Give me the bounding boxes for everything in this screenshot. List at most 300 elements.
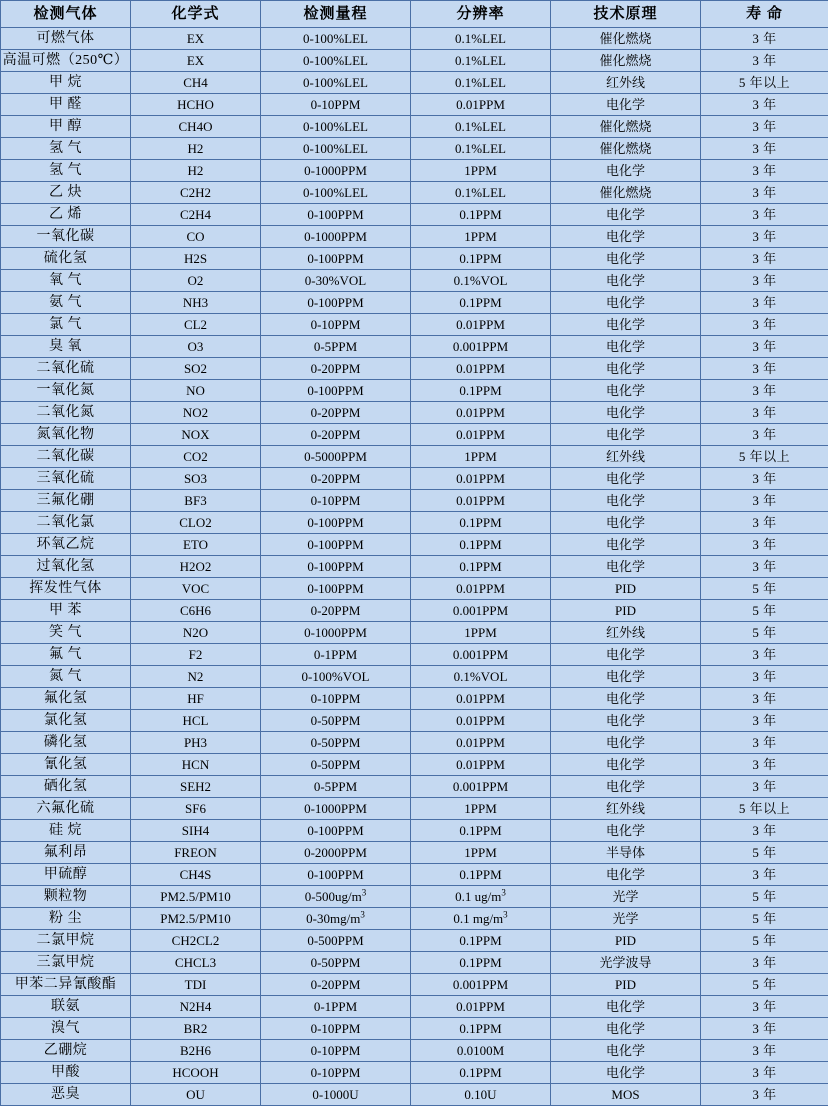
- cell-formula: C2H4: [131, 204, 261, 226]
- cell-range: 0-100PPM: [261, 292, 411, 314]
- cell-lifetime: 5 年以上: [701, 798, 828, 820]
- cell-range: 0-20PPM: [261, 402, 411, 424]
- cell-lifetime: 3 年: [701, 94, 828, 116]
- cell-gas-name: 氰化氢: [1, 754, 131, 776]
- cell-formula: HCL: [131, 710, 261, 732]
- cell-gas-name: 三氧化硫: [1, 468, 131, 490]
- cell-principle: 电化学: [551, 314, 701, 336]
- cell-principle: 光学: [551, 886, 701, 908]
- table-row: [1, 226, 828, 248]
- table-row: [1, 1062, 828, 1084]
- cell-range: 0-100PPM: [261, 864, 411, 886]
- cell-principle: 电化学: [551, 1062, 701, 1084]
- cell-principle: 电化学: [551, 358, 701, 380]
- cell-range: 0-100PPM: [261, 248, 411, 270]
- cell-lifetime: 3 年: [701, 512, 828, 534]
- table-row: [1, 248, 828, 270]
- cell-range: 0-10PPM: [261, 1040, 411, 1062]
- table-row: [1, 1018, 828, 1040]
- cell-gas-name: 二氧化氯: [1, 512, 131, 534]
- table-row: [1, 424, 828, 446]
- cell-formula: ETO: [131, 534, 261, 556]
- cell-resolution: 0.01PPM: [411, 358, 551, 380]
- table-row: [1, 754, 828, 776]
- cell-formula: OU: [131, 1084, 261, 1106]
- cell-resolution: 0.1%LEL: [411, 182, 551, 204]
- cell-resolution: 0.1%LEL: [411, 116, 551, 138]
- cell-lifetime: 3 年: [701, 732, 828, 754]
- cell-gas-name: 一氧化氮: [1, 380, 131, 402]
- cell-lifetime: 3 年: [701, 182, 828, 204]
- cell-formula: F2: [131, 644, 261, 666]
- cell-resolution: 0.1PPM: [411, 292, 551, 314]
- table-row: [1, 578, 828, 600]
- cell-resolution: 0.0100M: [411, 1040, 551, 1062]
- column-header-gas: 检测气体: [1, 1, 131, 28]
- table-row: [1, 820, 828, 842]
- cell-gas-name: 联氨: [1, 996, 131, 1018]
- cell-gas-name: 甲 烷: [1, 72, 131, 94]
- cell-gas-name: 三氯甲烷: [1, 952, 131, 974]
- table-row: [1, 974, 828, 996]
- cell-gas-name: 乙 炔: [1, 182, 131, 204]
- cell-resolution: 0.1PPM: [411, 248, 551, 270]
- cell-formula: CL2: [131, 314, 261, 336]
- cell-range: 0-10PPM: [261, 1062, 411, 1084]
- cell-range: 0-500PPM: [261, 930, 411, 952]
- cell-range: 0-100%LEL: [261, 182, 411, 204]
- cell-lifetime: 5 年: [701, 930, 828, 952]
- cell-resolution: 0.1PPM: [411, 204, 551, 226]
- cell-gas-name: 氯化氢: [1, 710, 131, 732]
- cell-formula: C6H6: [131, 600, 261, 622]
- table-row: [1, 50, 828, 72]
- cell-lifetime: 3 年: [701, 490, 828, 512]
- cell-resolution: 0.1PPM: [411, 1062, 551, 1084]
- cell-range: 0-100PPM: [261, 380, 411, 402]
- cell-resolution: 0.1PPM: [411, 930, 551, 952]
- cell-range: 0-50PPM: [261, 952, 411, 974]
- cell-gas-name: 过氧化氢: [1, 556, 131, 578]
- cell-resolution: 0.1%LEL: [411, 50, 551, 72]
- cell-formula: HCN: [131, 754, 261, 776]
- cell-lifetime: 3 年: [701, 1084, 828, 1106]
- table-body: [1, 28, 828, 1106]
- cell-gas-name: 氮氧化物: [1, 424, 131, 446]
- table-row: [1, 842, 828, 864]
- cell-range: 0-20PPM: [261, 468, 411, 490]
- column-header-range: 检测量程: [261, 1, 411, 28]
- cell-lifetime: 3 年: [701, 534, 828, 556]
- cell-lifetime: 3 年: [701, 248, 828, 270]
- cell-resolution: 0.001PPM: [411, 974, 551, 996]
- cell-resolution: 0.1 $ug/m^3$: [411, 886, 551, 908]
- cell-range: 0-1000PPM: [261, 160, 411, 182]
- cell-resolution: 0.001PPM: [411, 336, 551, 358]
- cell-resolution: 0.1%VOL: [411, 666, 551, 688]
- cell-principle: 电化学: [551, 556, 701, 578]
- cell-resolution: 0.1PPM: [411, 380, 551, 402]
- cell-gas-name: 可燃气体: [1, 28, 131, 50]
- cell-gas-name: 挥发性气体: [1, 578, 131, 600]
- cell-principle: 红外线: [551, 622, 701, 644]
- table-row: [1, 600, 828, 622]
- cell-formula: NOX: [131, 424, 261, 446]
- table-row: [1, 138, 828, 160]
- cell-gas-name: 氢 气: [1, 160, 131, 182]
- cell-principle: 电化学: [551, 468, 701, 490]
- cell-formula: CH2CL2: [131, 930, 261, 952]
- cell-lifetime: 3 年: [701, 1018, 828, 1040]
- cell-principle: 电化学: [551, 226, 701, 248]
- cell-resolution: 0.01PPM: [411, 314, 551, 336]
- cell-formula: FREON: [131, 842, 261, 864]
- cell-resolution: 0.01PPM: [411, 424, 551, 446]
- cell-range: 0-1PPM: [261, 996, 411, 1018]
- cell-resolution: 1PPM: [411, 160, 551, 182]
- column-header-lifetime: 寿 命: [701, 1, 828, 28]
- cell-gas-name: 氯 气: [1, 314, 131, 336]
- table-row: [1, 512, 828, 534]
- cell-principle: 催化燃烧: [551, 50, 701, 72]
- table-row: [1, 270, 828, 292]
- cell-lifetime: 5 年: [701, 842, 828, 864]
- table-row: [1, 468, 828, 490]
- cell-formula: SEH2: [131, 776, 261, 798]
- cell-gas-name: 甲 醛: [1, 94, 131, 116]
- cell-principle: 电化学: [551, 644, 701, 666]
- cell-principle: 电化学: [551, 270, 701, 292]
- cell-resolution: 0.001PPM: [411, 644, 551, 666]
- cell-resolution: 0.1%LEL: [411, 28, 551, 50]
- cell-gas-name: 氮 气: [1, 666, 131, 688]
- cell-lifetime: 5 年: [701, 622, 828, 644]
- cell-resolution: 1PPM: [411, 446, 551, 468]
- cell-formula: NO2: [131, 402, 261, 424]
- cell-lifetime: 5 年: [701, 600, 828, 622]
- cell-principle: 电化学: [551, 1018, 701, 1040]
- cell-principle: 电化学: [551, 666, 701, 688]
- cell-gas-name: 一氧化碳: [1, 226, 131, 248]
- cell-resolution: 0.01PPM: [411, 688, 551, 710]
- cell-range: 0-20PPM: [261, 424, 411, 446]
- table-row: [1, 908, 828, 930]
- table-row: [1, 28, 828, 50]
- table-row: [1, 182, 828, 204]
- cell-formula: NO: [131, 380, 261, 402]
- table-row: [1, 710, 828, 732]
- table-row: [1, 864, 828, 886]
- cell-formula: EX: [131, 50, 261, 72]
- cell-resolution: 0.01PPM: [411, 996, 551, 1018]
- cell-formula: N2O: [131, 622, 261, 644]
- cell-gas-name: 磷化氢: [1, 732, 131, 754]
- cell-formula: NH3: [131, 292, 261, 314]
- column-header-formula: 化学式: [131, 1, 261, 28]
- cell-lifetime: 5 年以上: [701, 446, 828, 468]
- cell-principle: 电化学: [551, 1040, 701, 1062]
- cell-lifetime: 3 年: [701, 336, 828, 358]
- cell-gas-name: 高温可燃（250℃）: [1, 50, 131, 72]
- table-row: [1, 886, 828, 908]
- cell-lifetime: 3 年: [701, 358, 828, 380]
- cell-range: 0-100PPM: [261, 578, 411, 600]
- cell-range: 0-100PPM: [261, 512, 411, 534]
- cell-formula: HCOOH: [131, 1062, 261, 1084]
- table-row: [1, 380, 828, 402]
- cell-formula: CHCL3: [131, 952, 261, 974]
- cell-formula: PH3: [131, 732, 261, 754]
- header-row: [1, 1, 828, 28]
- cell-formula: CH4: [131, 72, 261, 94]
- cell-lifetime: 3 年: [701, 864, 828, 886]
- cell-formula: O3: [131, 336, 261, 358]
- table-row: [1, 116, 828, 138]
- cell-gas-name: 环氧乙烷: [1, 534, 131, 556]
- cell-formula: SO3: [131, 468, 261, 490]
- cell-gas-name: 氟化氢: [1, 688, 131, 710]
- cell-gas-name: 二氧化碳: [1, 446, 131, 468]
- cell-resolution: 0.001PPM: [411, 600, 551, 622]
- cell-gas-name: 二氯甲烷: [1, 930, 131, 952]
- cell-principle: PID: [551, 930, 701, 952]
- cell-lifetime: 3 年: [701, 138, 828, 160]
- cell-resolution: 0.01PPM: [411, 490, 551, 512]
- cell-gas-name: 乙 烯: [1, 204, 131, 226]
- cell-lifetime: 3 年: [701, 996, 828, 1018]
- cell-principle: 电化学: [551, 534, 701, 556]
- cell-lifetime: 3 年: [701, 204, 828, 226]
- cell-formula: N2H4: [131, 996, 261, 1018]
- cell-range: 0-100PPM: [261, 556, 411, 578]
- cell-range: 0-100PPM: [261, 204, 411, 226]
- cell-resolution: 0.10U: [411, 1084, 551, 1106]
- cell-lifetime: 3 年: [701, 226, 828, 248]
- table-row: [1, 1040, 828, 1062]
- cell-principle: 电化学: [551, 776, 701, 798]
- cell-gas-name: 六氟化硫: [1, 798, 131, 820]
- cell-range: 0-20PPM: [261, 358, 411, 380]
- cell-principle: 电化学: [551, 512, 701, 534]
- cell-formula: H2: [131, 160, 261, 182]
- cell-resolution: 0.001PPM: [411, 776, 551, 798]
- cell-lifetime: 5 年: [701, 974, 828, 996]
- cell-gas-name: 甲 苯: [1, 600, 131, 622]
- table-row: [1, 292, 828, 314]
- cell-principle: 电化学: [551, 160, 701, 182]
- cell-formula: SO2: [131, 358, 261, 380]
- cell-principle: 半导体: [551, 842, 701, 864]
- cell-resolution: 0.01PPM: [411, 468, 551, 490]
- cell-lifetime: 3 年: [701, 160, 828, 182]
- cell-lifetime: 3 年: [701, 50, 828, 72]
- cell-formula: VOC: [131, 578, 261, 600]
- cell-lifetime: 5 年以上: [701, 72, 828, 94]
- cell-gas-name: 粉 尘: [1, 908, 131, 930]
- cell-principle: 电化学: [551, 820, 701, 842]
- cell-range: 0-5000PPM: [261, 446, 411, 468]
- cell-principle: 电化学: [551, 336, 701, 358]
- cell-principle: 电化学: [551, 402, 701, 424]
- cell-lifetime: 3 年: [701, 468, 828, 490]
- cell-resolution: 0.1PPM: [411, 534, 551, 556]
- cell-gas-name: 硅 烷: [1, 820, 131, 842]
- table-row: [1, 930, 828, 952]
- table-row: [1, 402, 828, 424]
- cell-lifetime: 3 年: [701, 116, 828, 138]
- column-header-principle: 技术原理: [551, 1, 701, 28]
- cell-principle: 电化学: [551, 864, 701, 886]
- cell-formula: H2S: [131, 248, 261, 270]
- cell-gas-name: 氧 气: [1, 270, 131, 292]
- cell-formula: H2O2: [131, 556, 261, 578]
- table-row: [1, 358, 828, 380]
- cell-gas-name: 二氧化氮: [1, 402, 131, 424]
- table-row: [1, 732, 828, 754]
- cell-formula: BR2: [131, 1018, 261, 1040]
- cell-range: 0-50PPM: [261, 732, 411, 754]
- cell-resolution: 1PPM: [411, 622, 551, 644]
- cell-resolution: 0.01PPM: [411, 94, 551, 116]
- cell-range: 0-1000U: [261, 1084, 411, 1106]
- cell-principle: 催化燃烧: [551, 28, 701, 50]
- cell-principle: 电化学: [551, 710, 701, 732]
- cell-principle: 红外线: [551, 72, 701, 94]
- cell-lifetime: 3 年: [701, 270, 828, 292]
- cell-lifetime: 3 年: [701, 754, 828, 776]
- cell-lifetime: 3 年: [701, 820, 828, 842]
- cell-range: 0-1000PPM: [261, 226, 411, 248]
- table-row: [1, 622, 828, 644]
- cell-lifetime: 3 年: [701, 1062, 828, 1084]
- cell-range: 0-100PPM: [261, 820, 411, 842]
- cell-resolution: 0.1PPM: [411, 512, 551, 534]
- cell-principle: 电化学: [551, 292, 701, 314]
- cell-principle: 光学: [551, 908, 701, 930]
- table-row: [1, 556, 828, 578]
- cell-range: 0-100%LEL: [261, 72, 411, 94]
- cell-resolution: 1PPM: [411, 226, 551, 248]
- cell-range: 0-100PPM: [261, 534, 411, 556]
- cell-principle: 电化学: [551, 732, 701, 754]
- cell-resolution: 0.1 $mg/m^3$: [411, 908, 551, 930]
- table-row: [1, 490, 828, 512]
- cell-range: 0-30%VOL: [261, 270, 411, 292]
- cell-lifetime: 3 年: [701, 710, 828, 732]
- cell-range: $0-30mg/m^3$: [261, 908, 411, 930]
- cell-range: 0-100%LEL: [261, 138, 411, 160]
- column-header-resolution: 分辨率: [411, 1, 551, 28]
- cell-gas-name: 笑 气: [1, 622, 131, 644]
- cell-formula: PM2.5/PM10: [131, 886, 261, 908]
- cell-formula: N2: [131, 666, 261, 688]
- cell-principle: 电化学: [551, 490, 701, 512]
- cell-principle: 催化燃烧: [551, 182, 701, 204]
- cell-formula: HF: [131, 688, 261, 710]
- cell-lifetime: 5 年: [701, 908, 828, 930]
- cell-range: 0-5PPM: [261, 776, 411, 798]
- cell-gas-name: 甲 醇: [1, 116, 131, 138]
- table-row: [1, 688, 828, 710]
- cell-lifetime: 3 年: [701, 666, 828, 688]
- cell-gas-name: 恶臭: [1, 1084, 131, 1106]
- cell-range: 0-100%LEL: [261, 50, 411, 72]
- cell-principle: 红外线: [551, 446, 701, 468]
- cell-principle: 光学波导: [551, 952, 701, 974]
- cell-principle: 红外线: [551, 798, 701, 820]
- cell-formula: HCHO: [131, 94, 261, 116]
- cell-principle: 电化学: [551, 996, 701, 1018]
- cell-resolution: 0.1PPM: [411, 556, 551, 578]
- cell-resolution: 0.1%LEL: [411, 138, 551, 160]
- cell-range: 0-50PPM: [261, 754, 411, 776]
- cell-gas-name: 臭 氧: [1, 336, 131, 358]
- cell-formula: B2H6: [131, 1040, 261, 1062]
- cell-range: 0-1000PPM: [261, 798, 411, 820]
- table-row: [1, 996, 828, 1018]
- cell-formula: EX: [131, 28, 261, 50]
- cell-resolution: 0.1%VOL: [411, 270, 551, 292]
- cell-gas-name: 颗粒物: [1, 886, 131, 908]
- cell-formula: CO: [131, 226, 261, 248]
- cell-principle: 电化学: [551, 424, 701, 446]
- table-row: [1, 776, 828, 798]
- cell-formula: SIH4: [131, 820, 261, 842]
- cell-resolution: 1PPM: [411, 798, 551, 820]
- table-row: [1, 94, 828, 116]
- table-row: [1, 446, 828, 468]
- cell-principle: 电化学: [551, 94, 701, 116]
- cell-lifetime: 5 年: [701, 578, 828, 600]
- table-row: [1, 798, 828, 820]
- cell-range: 0-2000PPM: [261, 842, 411, 864]
- table-row: [1, 534, 828, 556]
- table-row: [1, 204, 828, 226]
- cell-principle: PID: [551, 974, 701, 996]
- cell-gas-name: 氟 气: [1, 644, 131, 666]
- cell-resolution: 0.1%LEL: [411, 72, 551, 94]
- cell-formula: CO2: [131, 446, 261, 468]
- cell-formula: C2H2: [131, 182, 261, 204]
- table-row: [1, 160, 828, 182]
- cell-lifetime: 3 年: [701, 688, 828, 710]
- table-row: [1, 336, 828, 358]
- cell-principle: PID: [551, 578, 701, 600]
- table-row: [1, 314, 828, 336]
- cell-principle: 电化学: [551, 754, 701, 776]
- cell-resolution: 0.1PPM: [411, 864, 551, 886]
- cell-principle: 电化学: [551, 204, 701, 226]
- cell-formula: CH4O: [131, 116, 261, 138]
- cell-range: 0-10PPM: [261, 490, 411, 512]
- table-row: [1, 72, 828, 94]
- cell-lifetime: 3 年: [701, 314, 828, 336]
- cell-lifetime: 3 年: [701, 644, 828, 666]
- cell-principle: 电化学: [551, 380, 701, 402]
- cell-lifetime: 3 年: [701, 292, 828, 314]
- cell-range: 0-100%LEL: [261, 116, 411, 138]
- cell-lifetime: 3 年: [701, 776, 828, 798]
- cell-principle: 电化学: [551, 688, 701, 710]
- cell-lifetime: 3 年: [701, 28, 828, 50]
- cell-formula: O2: [131, 270, 261, 292]
- cell-range: 0-10PPM: [261, 94, 411, 116]
- cell-resolution: 0.1PPM: [411, 952, 551, 974]
- cell-resolution: 0.01PPM: [411, 754, 551, 776]
- cell-gas-name: 氟利昂: [1, 842, 131, 864]
- cell-formula: PM2.5/PM10: [131, 908, 261, 930]
- cell-range: $0-500ug/m^3$: [261, 886, 411, 908]
